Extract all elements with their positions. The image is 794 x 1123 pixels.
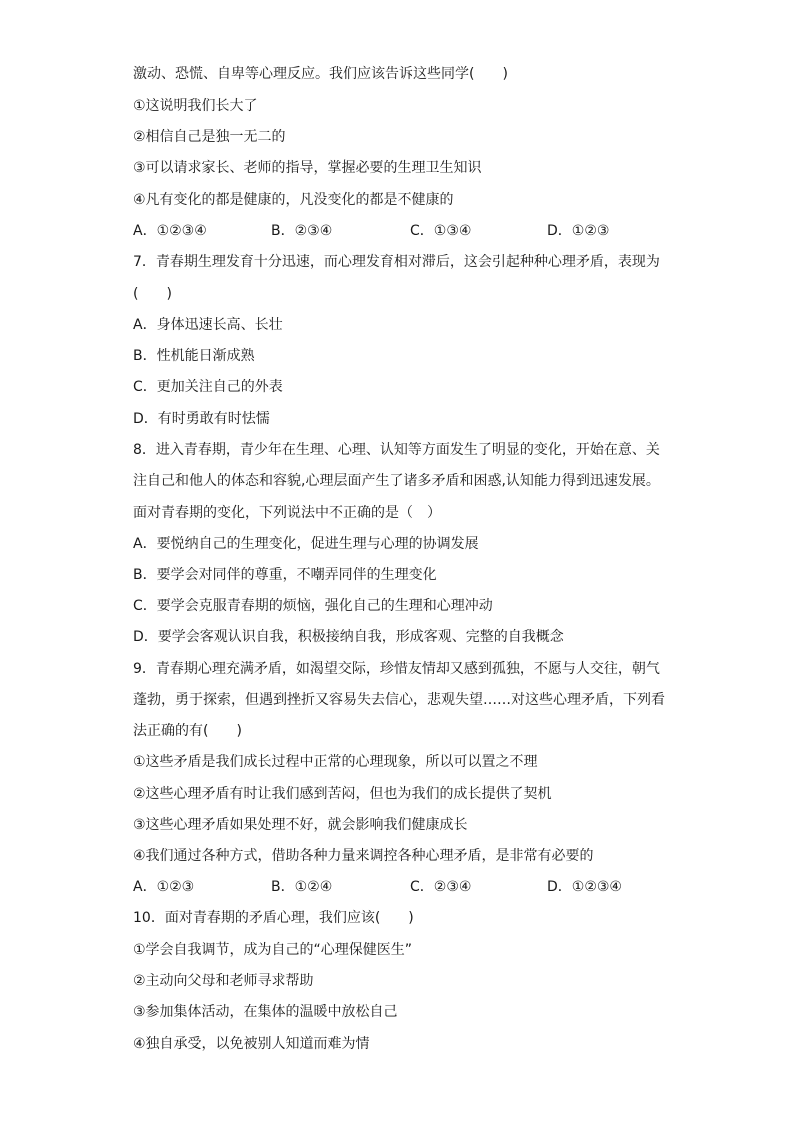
q6-option-c: C．①③④ [410,223,472,239]
q9-statement-4: ④我们通过各种方式，借助各种力量来调控各种心理矛盾，是非常有必要的 [133,848,594,864]
q9-options [133,877,668,897]
q10-statement-3: ③参加集体活动，在集体的温暖中放松自己 [133,1004,398,1020]
q9-stem-line-1: 9．青春期心理充满矛盾，如渴望交际，珍惜友情却又感到孤独，不愿与人交往，朝气 [133,661,660,677]
q8-option-b: B．要学会对同伴的尊重，不嘲弄同伴的生理变化 [133,567,437,583]
q8-stem-line-3: 面对青春期的变化，下列说法中不正确的是（ ） [133,505,441,521]
q7-option-c: C．更加关注自己的外表 [133,379,283,395]
q7-option-d: D．有时勇敢有时怯懦 [133,411,270,427]
q6-statement-2: ②相信自己是独一无二的 [133,129,286,145]
q9-stem-line-2: 蓬勃，勇于探索，但遇到挫折又容易失去信心，悲观失望……对这些心理矛盾，下列看 [133,692,665,708]
q6-option-b: B．②③④ [271,223,333,239]
q8-option-c: C．要学会克服青春期的烦恼，强化自己的生理和心理冲动 [133,598,493,614]
q8-stem-line-2: 注自己和他人的体态和容貌,心理层面产生了诸多矛盾和困惑,认知能力得到迅速发展。 [133,473,660,489]
q9-option-b: B．①②④ [271,879,333,895]
q9-option-a: A．①②③ [133,879,195,895]
q6-options [133,221,668,241]
q9-option-c: C．②③④ [410,879,472,895]
q9-stem-line-3: 法正确的有( ) [133,723,242,739]
q10-statement-2: ②主动向父母和老师寻求帮助 [133,973,314,989]
q6-stem-continuation: 激动、恐慌、自卑等心理反应。我们应该告诉这些同学( ) [133,66,508,82]
q10-statement-1: ①学会自我调节，成为自己的“心理保健医生” [133,942,413,958]
q7-option-b: B．性机能日渐成熟 [133,348,255,364]
q8-option-d: D．要学会客观认识自我，积极接纳自我，形成客观、完整的自我概念 [133,629,564,645]
q6-option-d: D．①②③ [547,223,610,239]
q10-stem: 10．面对青春期的矛盾心理，我们应该( ) [133,910,414,926]
q8-option-a: A．要悦纳自己的生理变化，促进生理与心理的协调发展 [133,536,479,552]
q9-statement-2: ②这些心理矛盾有时让我们感到苦闷，但也为我们的成长提供了契机 [133,786,552,802]
q7-stem-blank: ( ) [133,286,172,302]
q10-statement-4: ④独自承受，以免被别人知道而难为情 [133,1036,370,1052]
q7-stem: 7．青春期生理发育十分迅速，而心理发育相对滞后，这会引起种种心理矛盾，表现为 [133,254,660,270]
q8-stem-line-1: 8．进入青春期，青少年在生理、心理、认知等方面发生了明显的变化，开始在意、关 [133,442,660,458]
q6-option-a: A．①②③④ [133,223,207,239]
q9-option-d: D．①②③④ [547,879,622,895]
q7-option-a: A．身体迅速长高、长壮 [133,317,283,333]
q9-statement-3: ③这些心理矛盾如果处理不好，就会影响我们健康成长 [133,817,468,833]
q6-statement-1: ①这说明我们长大了 [133,98,258,114]
q9-statement-1: ①这些矛盾是我们成长过程中正常的心理现象，所以可以置之不理 [133,754,538,770]
q6-statement-3: ③可以请求家长、老师的指导，掌握必要的生理卫生知识 [133,160,482,176]
q6-statement-4: ④凡有变化的都是健康的，凡没变化的都是不健康的 [133,192,454,208]
